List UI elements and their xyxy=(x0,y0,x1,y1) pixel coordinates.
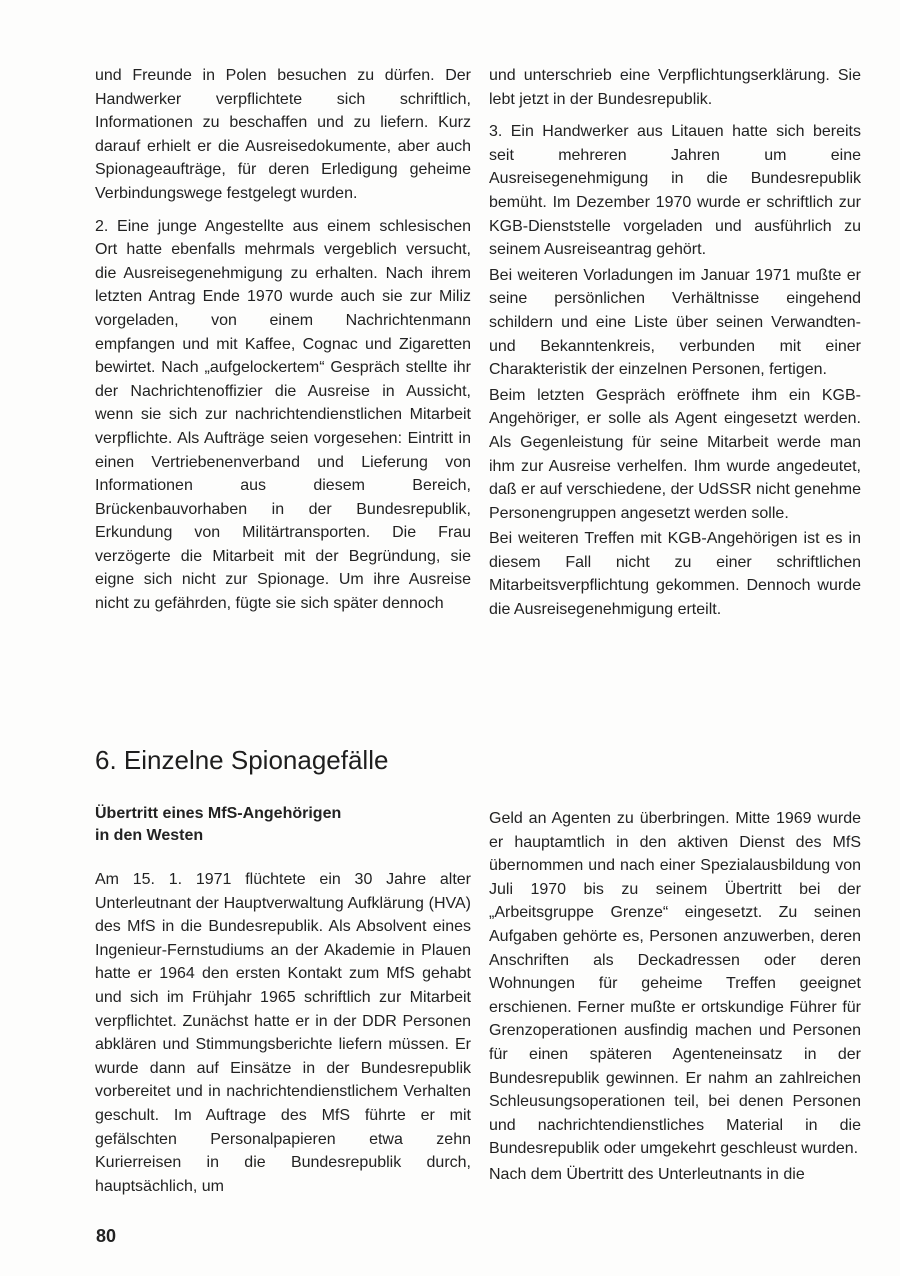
paragraph: Bei weiteren Vorladungen im Januar 1971 mußte er seine persönlichen Verhältnisse eingehend schildern und eine Liste über seinen Verwandten- und Bekanntenkreis, verbunden mit einer Charakteristik der einzelnen Personen, fertigen. xyxy=(489,266,861,379)
paragraph: Am 15. 1. 1971 flüchtete ein 30 Jahre alter Unterleutnant der Hauptverwaltung Aufklärung (HVA) des MfS in die Bundesrepublik. Als Absolvent eines Ingenieur-Fernstudiums an der Akademie in Plauen hatte er 1964 den ersten Kontakt zum MfS gehabt und sich im Frühjahr 1965 schriftlich zur Mitarbeit verpflichtet. Zunächst hatte er in der DDR Personen abklären und Stimmungsberichte liefern müssen. Er wurde dann auf Einsätze in der Bundesrepublik vorbereitet und in nachrichtendienstlichem Verhalten geschult. Im Auftrage des MfS führte er mit gefälschten Personalpapieren etwa zehn Kurierreisen in die Bundesrepublik durch, hauptsächlich, um xyxy=(95,871,471,1195)
paragraph: Geld an Agenten zu überbringen. Mitte 1969 wurde er hauptamtlich in den aktiven Dienst des MfS übernommen und nach einer Spezialausbildung von Juli 1970 bis zu seinem Übertritt bei der „Arbeitsgruppe Grenze“ eingesetzt. Zu seinen Aufgaben gehörte es, Personen anzuwerben, deren Anschriften als Deckadressen oder deren Wohnungen für geheime Treffen geeignet erschienen. Ferner mußte er ortskundige Führer für Grenzoperationen ausfindig machen und Personen für einen späteren Agenteneinsatz in der Bundesrepublik gewinnen. Er nahm an zahlreichen Schleusungsoperationen teil, bei denen Personen und nachrichtendienstliches Material in die Bundesrepublik oder umgekehrt geschleust wurden. xyxy=(489,810,861,1158)
paragraph: Beim letzten Gespräch eröffnete ihm ein KGB-Angehöriger, er solle als Agent eingesetzt werden. Als Gegenleistung für seine Mitarbeit werde man ihm zur Ausreise verhelfen. Ihm wurde angedeutet, daß er auf verschiedene, der UdSSR nicht genehme Personengruppen angesetzt werden solle. xyxy=(489,386,861,522)
section-title: 6. Einzelne Spionagefälle xyxy=(95,745,389,775)
paragraph: 2. Eine junge Angestellte aus einem schlesischen Ort hatte ebenfalls mehrmals vergeblich versucht, die Ausreisegenehmigung zu erhalten. Nach ihrem letzten Antrag Ende 1970 wurde auch sie zur Miliz vorgeladen, von einem Nachrichtenmann empfangen und mit Kaffee, Cognac und Zigaretten bewirtet. Nach „aufgelockertem“ Gespräch stellte ihr der Nachrichtenoffizier die Ausreise in Aussicht, wenn sie sich zur nachrichtendienstlichen Mitarbeit verpflichte. Als Aufträge seien vorgesehen: Eintritt in einen Vertriebenenverband und Lieferung von Informationen aus diesem Bereich, Brückenbauvorhaben in der Bundesrepublik, Erkundung von Militärtransporten. Die Frau verzögerte die Mitarbeit mit der Begründung, sie eigne sich nicht zur Spionage. Um ihre Ausreise nicht zu gefährden, fügte sie sich später dennoch xyxy=(95,217,471,613)
top-left-column xyxy=(95,64,471,625)
paragraph: Nach dem Übertritt des Unterleutnants in die xyxy=(489,1165,805,1183)
bottom-right-column xyxy=(489,807,861,1196)
bottom-left-column xyxy=(95,868,471,1207)
subheading-line: Übertritt eines MfS-Angehörigen xyxy=(95,805,342,822)
paragraph: Bei weiteren Treffen mit KGB-Angehörigen ist es in diesem Fall nicht zu einer schriftlichen Mitarbeitsverpflichtung gekommen. Dennoch wurde die Ausreisegenehmigung erteilt. xyxy=(489,530,861,619)
subheading xyxy=(95,803,471,847)
page-number: 80 xyxy=(96,1226,117,1246)
paragraph: und Freunde in Polen besuchen zu dürfen. Der Handwerker verpflichtete sich schriftlich, Informationen zu beschaffen und zu liefern. Kurz darauf erhielt er die Ausreisedokumente, aber auch Spionageaufträge, für deren Erledigung geheime Verbindungswege festgelegt wurden. xyxy=(95,67,471,202)
top-right-column xyxy=(489,64,861,631)
paragraph: und unterschrieb eine Verpflichtungserklärung. Sie lebt jetzt in der Bundesrepublik. xyxy=(489,67,861,108)
paragraph: 3. Ein Handwerker aus Litauen hatte sich bereits seit mehreren Jahren um eine Ausreisegenehmigung in die Bundesrepublik bemüht. Im Dezember 1970 wurde er schriftlich zur KGB-Dienststelle vorgeladen und ausführlich zu seinem Ausreiseantrag gehört. xyxy=(489,123,861,259)
subheading-line: in den Westen xyxy=(95,827,204,844)
